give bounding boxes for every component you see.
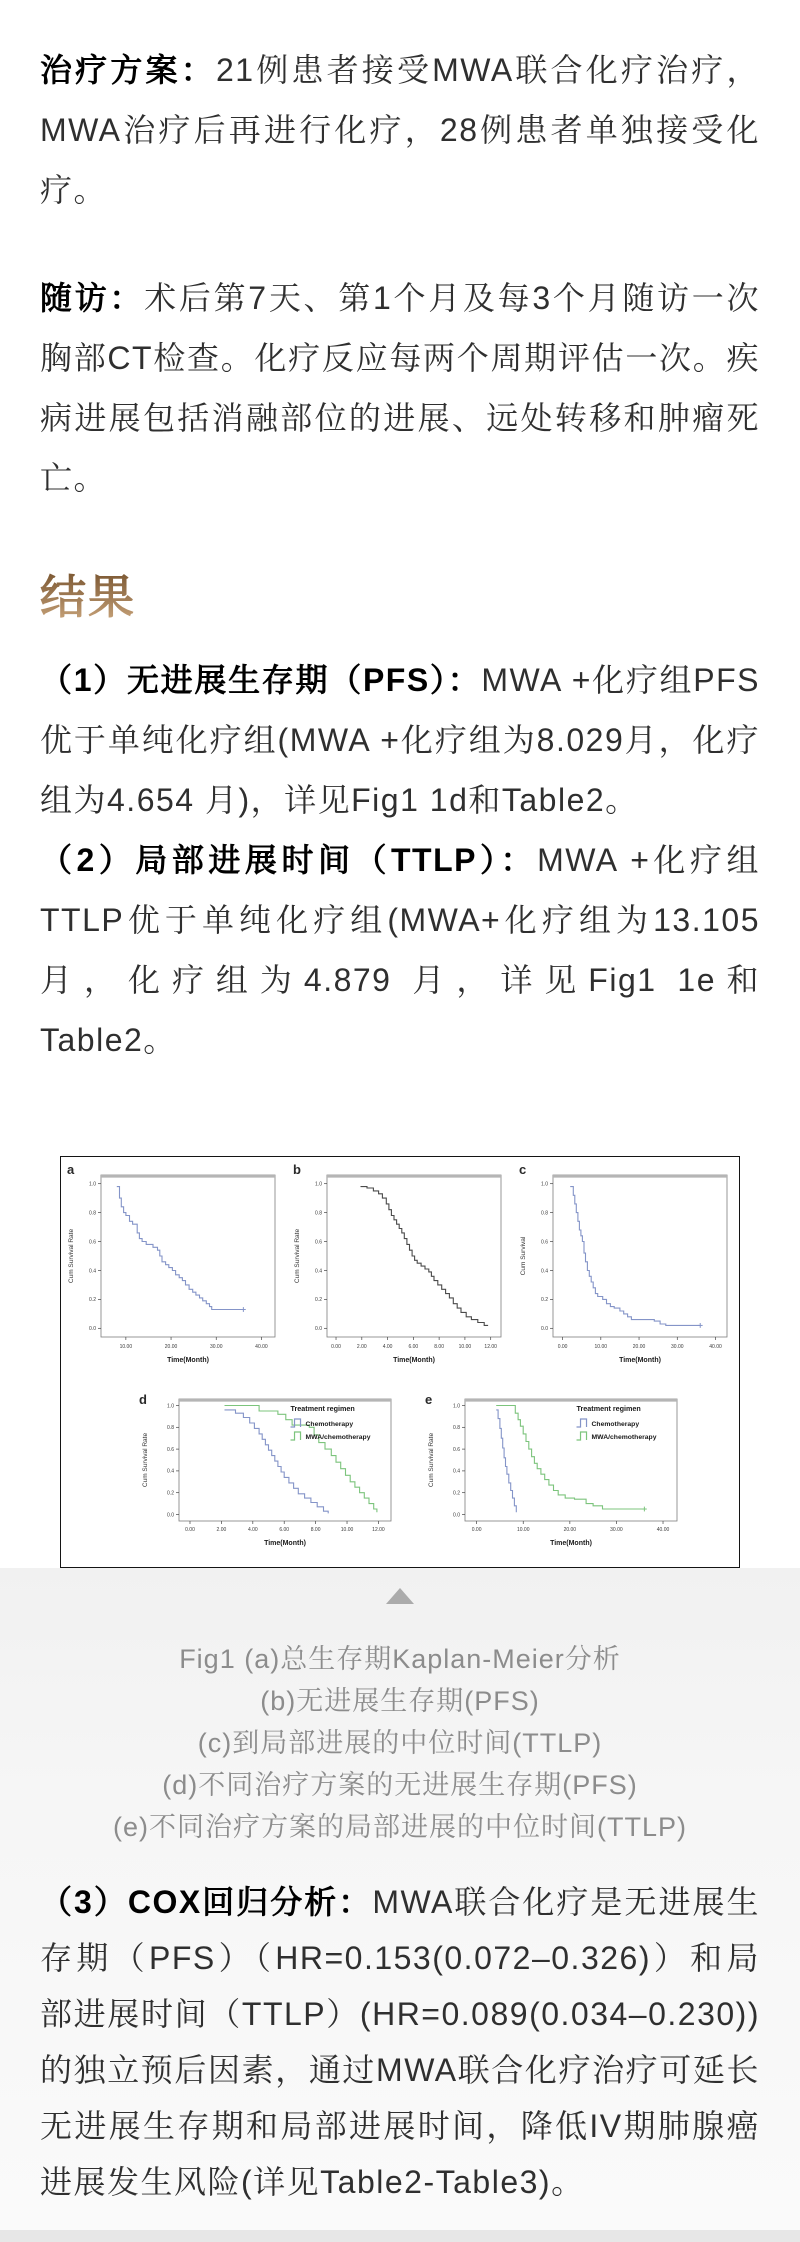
figure-caption [40,1638,760,1848]
next-section-edge [0,2230,800,2242]
svg-text:0.8: 0.8 [167,1425,174,1432]
km-panel-e [419,1389,689,1563]
svg-text:0.4: 0.4 [89,1268,96,1275]
km-panel-c [513,1159,739,1389]
svg-text:0.4: 0.4 [315,1268,322,1275]
svg-text:MWA/chemotherapy: MWA/chemotherapy [305,1434,371,1441]
svg-text:0.00: 0.00 [185,1527,195,1533]
svg-text:MWA/chemotherapy: MWA/chemotherapy [591,1434,657,1441]
paragraph-followup-text: 术后第7天、第1个月及每3个月随访一次胸部CT检查。化疗反应每两个周期评估一次。疾病进展包括消融部位的进展、远处转移和肿瘤死亡。 [40,280,760,496]
svg-text:0.6: 0.6 [453,1446,460,1453]
figure-kaplan-meier [60,1156,740,1568]
svg-text:0.0: 0.0 [541,1326,548,1333]
caption-line-e: (e)不同治疗方案的局部进展的中位时间(TTLP) [113,1812,687,1842]
svg-text:12.00: 12.00 [484,1344,497,1350]
svg-text:12.00: 12.00 [372,1527,385,1533]
svg-text:4.00: 4.00 [382,1344,393,1350]
svg-text:0.6: 0.6 [167,1446,174,1453]
svg-text:Cum Survival Rate: Cum Survival Rate [294,1228,301,1284]
paragraph-cox-lead: （3）COX回归分析： [40,1884,373,1920]
svg-text:Treatment regimen: Treatment regimen [290,1404,355,1413]
svg-text:40.00: 40.00 [255,1344,268,1350]
paragraph-followup [40,268,760,508]
svg-text:0.00: 0.00 [557,1344,568,1350]
svg-text:0.8: 0.8 [89,1210,96,1217]
figure-row-top [61,1157,739,1389]
svg-text:0.2: 0.2 [541,1297,548,1304]
section-heading-results: 结果 [40,572,760,624]
paragraph-followup-lead: 随访： [40,280,145,316]
paragraph-treatment-plan-lead: 治疗方案： [40,52,216,88]
svg-text:Treatment regimen: Treatment regimen [576,1404,641,1413]
svg-text:10.00: 10.00 [594,1344,608,1350]
paragraph-cox [40,1874,760,2210]
paragraph-treatment-plan [40,0,760,220]
svg-text:0.0: 0.0 [167,1512,174,1519]
svg-text:10.00: 10.00 [458,1344,472,1350]
paragraph-cox-text: MWA联合化疗是无进展生存期（PFS）（HR=0.153(0.072–0.326)）和局部进展时间（TTLP）(HR=0.089(0.034–0.230))的独立预后因素，通过MWA联合化疗治疗可延长无进展生存期和局部进展时间，降低IV期肺腺癌进展发生风险(详见Table2-Table3)。 [40,1884,760,2200]
svg-text:0.0: 0.0 [89,1326,96,1333]
svg-text:4.00: 4.00 [247,1527,258,1533]
svg-text:0.0: 0.0 [453,1512,460,1519]
svg-text:6.00: 6.00 [279,1527,290,1533]
figure-row-bottom [61,1389,739,1563]
svg-text:0.0: 0.0 [315,1326,322,1333]
svg-text:0.8: 0.8 [453,1425,460,1432]
svg-text:0.8: 0.8 [541,1210,548,1217]
svg-text:1.0: 1.0 [315,1181,322,1188]
svg-text:Chemotherapy: Chemotherapy [591,1421,640,1428]
paragraph-ttlp [40,830,760,1070]
svg-text:Cum Survival Rate: Cum Survival Rate [428,1432,435,1488]
svg-text:10.00: 10.00 [516,1527,530,1533]
svg-text:0.00: 0.00 [471,1527,482,1533]
svg-text:Chemotherapy: Chemotherapy [305,1421,354,1428]
svg-text:30.00: 30.00 [209,1344,223,1350]
svg-text:c: c [519,1162,527,1177]
svg-text:0.4: 0.4 [541,1268,548,1275]
km-panel-a [61,1159,287,1389]
svg-text:1.0: 1.0 [89,1181,96,1188]
caption-line-d: (d)不同治疗方案的无进展生存期(PFS) [162,1770,638,1800]
svg-text:Cum Survival Rate: Cum Survival Rate [68,1228,75,1284]
paragraph-ttlp-lead: （2）局部进展时间（TTLP）： [40,842,538,878]
svg-text:2.00: 2.00 [216,1527,227,1533]
svg-text:40.00: 40.00 [656,1527,670,1533]
figure-caption-section [0,1568,800,2236]
svg-text:d: d [139,1392,147,1407]
svg-text:Time(Month): Time(Month) [619,1357,661,1364]
svg-text:0.2: 0.2 [167,1490,174,1497]
svg-text:8.00: 8.00 [310,1527,321,1533]
km-panel-d [133,1389,403,1563]
svg-text:0.6: 0.6 [541,1239,548,1246]
svg-text:1.0: 1.0 [167,1403,174,1410]
svg-text:0.2: 0.2 [89,1297,96,1304]
svg-text:10.00: 10.00 [340,1527,354,1533]
svg-text:1.0: 1.0 [453,1403,460,1410]
svg-text:0.6: 0.6 [315,1239,322,1246]
svg-text:b: b [293,1162,301,1177]
svg-text:Time(Month): Time(Month) [393,1357,435,1364]
svg-text:10.00: 10.00 [119,1344,133,1350]
svg-text:Cum Survival: Cum Survival [520,1236,527,1276]
svg-text:0.2: 0.2 [453,1490,460,1497]
svg-text:30.00: 30.00 [671,1344,684,1350]
svg-text:20.00: 20.00 [632,1344,646,1350]
svg-text:a: a [67,1162,75,1177]
svg-text:0.2: 0.2 [315,1297,322,1304]
km-panel-b [287,1159,513,1389]
paragraph-pfs-text: MWA +化疗组PFS优于单纯化疗组(MWA +化疗组为8.029月，化疗组为4.654 月)，详见Fig1 1d和Table2。 [40,662,760,818]
svg-text:40.00: 40.00 [709,1344,722,1350]
svg-text:6.00: 6.00 [408,1344,419,1350]
svg-text:20.00: 20.00 [164,1344,178,1350]
caption-line-b: (b)无进展生存期(PFS) [260,1686,540,1716]
paragraph-pfs-lead: （1）无进展生存期（PFS）： [40,662,482,698]
caption-line-a: Fig1 (a)总生存期Kaplan-Meier分析 [179,1644,621,1674]
caption-line-c: (c)到局部进展的中位时间(TTLP) [197,1728,603,1758]
svg-text:30.00: 30.00 [610,1527,623,1533]
svg-text:Time(Month): Time(Month) [550,1540,592,1547]
svg-text:2.00: 2.00 [356,1344,367,1350]
svg-text:Time(Month): Time(Month) [167,1357,209,1364]
svg-text:Time(Month): Time(Month) [264,1540,306,1547]
collapse-triangle-icon[interactable] [386,1588,414,1604]
svg-text:0.8: 0.8 [315,1210,322,1217]
svg-text:0.4: 0.4 [453,1468,460,1475]
svg-text:0.6: 0.6 [89,1239,96,1246]
svg-text:8.00: 8.00 [434,1344,445,1350]
svg-text:e: e [425,1392,433,1407]
svg-text:0.4: 0.4 [167,1468,174,1475]
paragraph-ttlp-text: MWA +化疗组TTLP优于单纯化疗组(MWA+化疗组为13.105 月，化疗组为4.879 月，详见Fig1 1e和Table2。 [40,842,760,1058]
svg-text:0.00: 0.00 [331,1344,341,1350]
svg-text:1.0: 1.0 [541,1181,548,1188]
paragraph-pfs [40,650,760,830]
svg-text:Cum Survival Rate: Cum Survival Rate [142,1432,149,1488]
svg-text:20.00: 20.00 [563,1527,577,1533]
paragraph-treatment-plan-text: 21例患者接受MWA联合化疗治疗，MWA治疗后再进行化疗，28例患者单独接受化疗。 [40,52,760,208]
